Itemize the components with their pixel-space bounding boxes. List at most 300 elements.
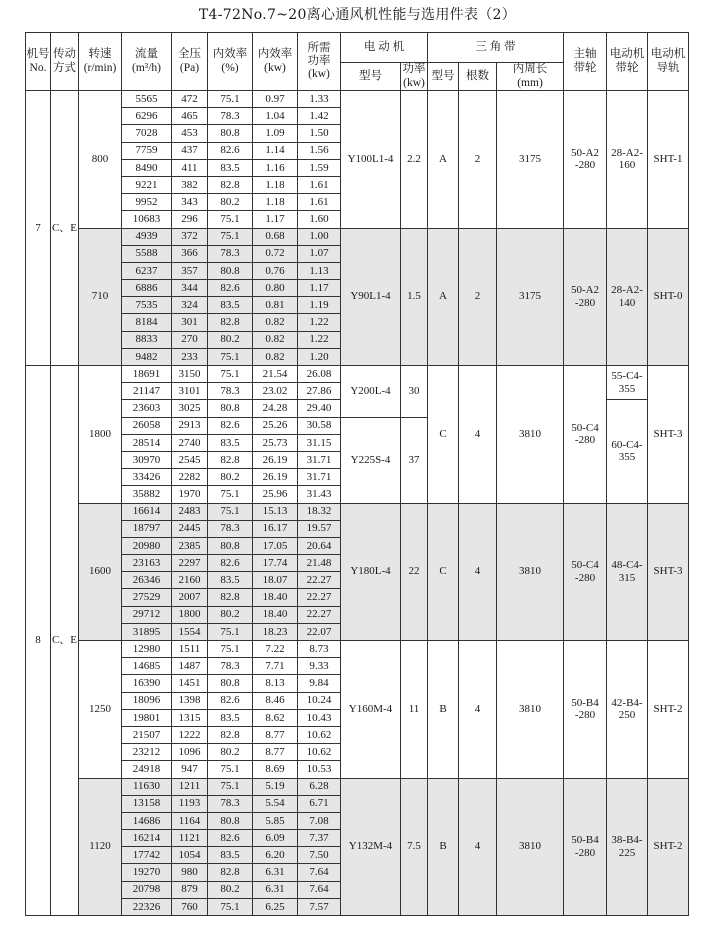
- internal-power-cell: 1.18: [253, 194, 298, 211]
- drive-cell: C、E: [51, 91, 79, 366]
- required-power-cell: 8.73: [298, 641, 341, 658]
- rail-cell: SHT-3: [648, 503, 689, 641]
- required-power-cell: 1.50: [298, 125, 341, 142]
- efficiency-cell: 82.6: [208, 142, 253, 159]
- speed-cell: 1600: [79, 503, 122, 641]
- machine-no-cell: 7: [26, 91, 51, 366]
- required-power-cell: 1.13: [298, 262, 341, 279]
- required-power-cell: 1.19: [298, 297, 341, 314]
- flow-cell: 23212: [122, 744, 172, 761]
- internal-power-cell: 17.74: [253, 555, 298, 572]
- required-power-cell: 1.59: [298, 159, 341, 176]
- table-body: [26, 91, 689, 916]
- belt-type-cell: C: [428, 503, 459, 641]
- required-power-cell: 22.27: [298, 589, 341, 606]
- flow-cell: 31895: [122, 623, 172, 640]
- required-power-cell: 27.86: [298, 383, 341, 400]
- required-power-cell: 7.64: [298, 881, 341, 898]
- required-power-cell: 1.33: [298, 91, 341, 108]
- pressure-cell: 3150: [172, 366, 208, 383]
- internal-power-cell: 0.81: [253, 297, 298, 314]
- efficiency-cell: 75.1: [208, 641, 253, 658]
- header-row-1: [26, 33, 689, 63]
- pressure-cell: 324: [172, 297, 208, 314]
- motor-pulley-cell: 42-B4- 250: [607, 641, 648, 779]
- pressure-cell: 1121: [172, 830, 208, 847]
- internal-power-cell: 6.25: [253, 898, 298, 915]
- efficiency-cell: 75.1: [208, 228, 253, 245]
- flow-cell: 30970: [122, 451, 172, 468]
- header-motor-pulley: 电动机 带轮: [607, 33, 648, 91]
- flow-cell: 7759: [122, 142, 172, 159]
- flow-cell: 17742: [122, 847, 172, 864]
- flow-cell: 9221: [122, 176, 172, 193]
- header-belt-type: 型号: [428, 63, 459, 91]
- internal-power-cell: 1.14: [253, 142, 298, 159]
- efficiency-cell: 83.5: [208, 159, 253, 176]
- internal-power-cell: 8.13: [253, 675, 298, 692]
- required-power-cell: 1.56: [298, 142, 341, 159]
- efficiency-cell: 80.8: [208, 262, 253, 279]
- flow-cell: 18797: [122, 520, 172, 537]
- required-power-cell: 1.60: [298, 211, 341, 228]
- drive-cell: C、E: [51, 366, 79, 916]
- motor-pulley-cell: 38-B4- 225: [607, 778, 648, 916]
- pressure-cell: 437: [172, 142, 208, 159]
- rail-cell: SHT-1: [648, 91, 689, 229]
- motor-pulley-cell: 28-A2- 140: [607, 228, 648, 366]
- pressure-cell: 3101: [172, 383, 208, 400]
- pressure-cell: 1451: [172, 675, 208, 692]
- internal-power-cell: 8.77: [253, 726, 298, 743]
- required-power-cell: 1.22: [298, 314, 341, 331]
- efficiency-cell: 80.2: [208, 331, 253, 348]
- internal-power-cell: 7.22: [253, 641, 298, 658]
- flow-cell: 8490: [122, 159, 172, 176]
- flow-cell: 14685: [122, 658, 172, 675]
- efficiency-cell: 83.5: [208, 709, 253, 726]
- flow-cell: 16614: [122, 503, 172, 520]
- required-power-cell: 26.08: [298, 366, 341, 383]
- flow-cell: 35882: [122, 486, 172, 503]
- flow-cell: 9952: [122, 194, 172, 211]
- efficiency-cell: 80.2: [208, 606, 253, 623]
- pressure-cell: 453: [172, 125, 208, 142]
- required-power-cell: 1.61: [298, 176, 341, 193]
- pressure-cell: 1511: [172, 641, 208, 658]
- page-title: T4-72No.7~20离心通风机性能与选用件表（2）: [198, 7, 517, 23]
- belt-count-cell: 4: [459, 503, 497, 641]
- efficiency-cell: 78.3: [208, 245, 253, 262]
- pressure-cell: 301: [172, 314, 208, 331]
- internal-power-cell: 0.68: [253, 228, 298, 245]
- internal-power-cell: 18.40: [253, 606, 298, 623]
- internal-power-cell: 0.80: [253, 280, 298, 297]
- header-motor-model: 型号: [341, 63, 401, 91]
- flow-cell: 24918: [122, 761, 172, 778]
- required-power-cell: 22.27: [298, 572, 341, 589]
- internal-power-cell: 1.09: [253, 125, 298, 142]
- belt-count-cell: 4: [459, 778, 497, 916]
- internal-power-cell: 0.82: [253, 331, 298, 348]
- belt-type-cell: A: [428, 91, 459, 229]
- pressure-cell: 980: [172, 864, 208, 881]
- main-pulley-cell: 50-C4 -280: [564, 503, 607, 641]
- efficiency-cell: 78.3: [208, 108, 253, 125]
- efficiency-cell: 80.8: [208, 812, 253, 829]
- efficiency-cell: 80.8: [208, 675, 253, 692]
- flow-cell: 16390: [122, 675, 172, 692]
- header-belt-group: 三 角 带: [428, 33, 564, 63]
- motor-model-cell: Y180L-4: [341, 503, 401, 641]
- header-machine-no: 机号 No.: [26, 33, 51, 91]
- pressure-cell: 2445: [172, 520, 208, 537]
- internal-power-cell: 26.19: [253, 451, 298, 468]
- speed-cell: 710: [79, 228, 122, 366]
- pressure-cell: 1164: [172, 812, 208, 829]
- efficiency-cell: 82.8: [208, 176, 253, 193]
- pressure-cell: 233: [172, 348, 208, 365]
- internal-power-cell: 21.54: [253, 366, 298, 383]
- required-power-cell: 18.32: [298, 503, 341, 520]
- efficiency-cell: 82.6: [208, 692, 253, 709]
- flow-cell: 23163: [122, 555, 172, 572]
- flow-cell: 14686: [122, 812, 172, 829]
- flow-cell: 5565: [122, 91, 172, 108]
- rail-cell: SHT-2: [648, 778, 689, 916]
- required-power-cell: 6.71: [298, 795, 341, 812]
- flow-cell: 27529: [122, 589, 172, 606]
- internal-power-cell: 6.09: [253, 830, 298, 847]
- belt-length-cell: 3810: [497, 778, 564, 916]
- required-power-cell: 7.37: [298, 830, 341, 847]
- internal-power-cell: 23.02: [253, 383, 298, 400]
- internal-power-cell: 0.72: [253, 245, 298, 262]
- flow-cell: 10683: [122, 211, 172, 228]
- motor-power-cell: 22: [401, 503, 428, 641]
- required-power-cell: 1.22: [298, 331, 341, 348]
- internal-power-cell: 15.13: [253, 503, 298, 520]
- required-power-cell: 9.84: [298, 675, 341, 692]
- efficiency-cell: 82.8: [208, 589, 253, 606]
- required-power-cell: 7.57: [298, 898, 341, 915]
- speed-cell: 800: [79, 91, 122, 229]
- efficiency-cell: 78.3: [208, 658, 253, 675]
- rail-cell: SHT-3: [648, 366, 689, 504]
- efficiency-cell: 80.2: [208, 469, 253, 486]
- motor-model-cell: Y225S-4: [341, 417, 401, 503]
- required-power-cell: 6.28: [298, 778, 341, 795]
- pressure-cell: 343: [172, 194, 208, 211]
- flow-cell: 28514: [122, 434, 172, 451]
- flow-cell: 5588: [122, 245, 172, 262]
- table-row: [26, 503, 689, 520]
- pressure-cell: 760: [172, 898, 208, 915]
- pressure-cell: 1554: [172, 623, 208, 640]
- pressure-cell: 3025: [172, 400, 208, 417]
- internal-power-cell: 5.19: [253, 778, 298, 795]
- pressure-cell: 382: [172, 176, 208, 193]
- header-motor-group: 电 动 机: [341, 33, 428, 63]
- pressure-cell: 1222: [172, 726, 208, 743]
- pressure-cell: 2913: [172, 417, 208, 434]
- efficiency-cell: 83.5: [208, 572, 253, 589]
- efficiency-cell: 82.6: [208, 555, 253, 572]
- pressure-cell: 411: [172, 159, 208, 176]
- belt-type-cell: A: [428, 228, 459, 366]
- belt-type-cell: C: [428, 366, 459, 504]
- efficiency-cell: 80.8: [208, 400, 253, 417]
- efficiency-cell: 75.1: [208, 366, 253, 383]
- pressure-cell: 1315: [172, 709, 208, 726]
- required-power-cell: 1.00: [298, 228, 341, 245]
- efficiency-cell: 80.2: [208, 881, 253, 898]
- pressure-cell: 357: [172, 262, 208, 279]
- required-power-cell: 10.24: [298, 692, 341, 709]
- internal-power-cell: 8.69: [253, 761, 298, 778]
- flow-cell: 12980: [122, 641, 172, 658]
- speed-cell: 1800: [79, 366, 122, 504]
- required-power-cell: 21.48: [298, 555, 341, 572]
- required-power-cell: 10.62: [298, 744, 341, 761]
- required-power-cell: 7.08: [298, 812, 341, 829]
- flow-cell: 6886: [122, 280, 172, 297]
- efficiency-cell: 82.6: [208, 417, 253, 434]
- efficiency-cell: 80.2: [208, 194, 253, 211]
- required-power-cell: 1.17: [298, 280, 341, 297]
- belt-count-cell: 4: [459, 641, 497, 779]
- required-power-cell: 1.07: [298, 245, 341, 262]
- pressure-cell: 366: [172, 245, 208, 262]
- pressure-cell: 2483: [172, 503, 208, 520]
- motor-pulley-cell: 28-A2- 160: [607, 91, 648, 229]
- belt-count-cell: 2: [459, 91, 497, 229]
- header-speed: 转速 (r/min): [79, 33, 122, 91]
- pressure-cell: 296: [172, 211, 208, 228]
- flow-cell: 33426: [122, 469, 172, 486]
- pressure-cell: 1970: [172, 486, 208, 503]
- internal-power-cell: 7.71: [253, 658, 298, 675]
- flow-cell: 26058: [122, 417, 172, 434]
- main-pulley-cell: 50-C4 -280: [564, 366, 607, 504]
- internal-power-cell: 6.31: [253, 864, 298, 881]
- main-pulley-cell: 50-A2 -280: [564, 91, 607, 229]
- pressure-cell: 2545: [172, 451, 208, 468]
- efficiency-cell: 80.8: [208, 537, 253, 554]
- pressure-cell: 472: [172, 91, 208, 108]
- internal-power-cell: 0.76: [253, 262, 298, 279]
- pressure-cell: 879: [172, 881, 208, 898]
- belt-type-cell: B: [428, 778, 459, 916]
- rail-cell: SHT-2: [648, 641, 689, 779]
- flow-cell: 21147: [122, 383, 172, 400]
- pressure-cell: 2740: [172, 434, 208, 451]
- flow-cell: 19801: [122, 709, 172, 726]
- flow-cell: 19270: [122, 864, 172, 881]
- efficiency-cell: 75.1: [208, 623, 253, 640]
- flow-cell: 23603: [122, 400, 172, 417]
- efficiency-cell: 75.1: [208, 211, 253, 228]
- efficiency-cell: 82.6: [208, 280, 253, 297]
- required-power-cell: 31.15: [298, 434, 341, 451]
- internal-power-cell: 1.16: [253, 159, 298, 176]
- motor-pulley-cell: 55-C4- 355: [607, 366, 648, 400]
- required-power-cell: 31.71: [298, 451, 341, 468]
- flow-cell: 6296: [122, 108, 172, 125]
- header-efficiency: 内效率 (%): [208, 33, 253, 91]
- required-power-cell: 9.33: [298, 658, 341, 675]
- motor-model-cell: Y100L1-4: [341, 91, 401, 229]
- required-power-cell: 31.71: [298, 469, 341, 486]
- flow-cell: 20980: [122, 537, 172, 554]
- required-power-cell: 29.40: [298, 400, 341, 417]
- belt-length-cell: 3810: [497, 641, 564, 779]
- flow-cell: 29712: [122, 606, 172, 623]
- pressure-cell: 372: [172, 228, 208, 245]
- internal-power-cell: 0.82: [253, 348, 298, 365]
- internal-power-cell: 26.19: [253, 469, 298, 486]
- required-power-cell: 1.61: [298, 194, 341, 211]
- efficiency-cell: 75.1: [208, 761, 253, 778]
- internal-power-cell: 25.96: [253, 486, 298, 503]
- internal-power-cell: 8.62: [253, 709, 298, 726]
- pressure-cell: 1054: [172, 847, 208, 864]
- main-pulley-cell: 50-B4 -280: [564, 641, 607, 779]
- required-power-cell: 10.53: [298, 761, 341, 778]
- header-belt-length: 内周长 (mm): [497, 63, 564, 91]
- pressure-cell: 947: [172, 761, 208, 778]
- required-power-cell: 19.57: [298, 520, 341, 537]
- efficiency-cell: 82.8: [208, 314, 253, 331]
- main-pulley-cell: 50-B4 -280: [564, 778, 607, 916]
- efficiency-cell: 83.5: [208, 847, 253, 864]
- efficiency-cell: 75.1: [208, 91, 253, 108]
- internal-power-cell: 5.54: [253, 795, 298, 812]
- belt-type-cell: B: [428, 641, 459, 779]
- pressure-cell: 1193: [172, 795, 208, 812]
- internal-power-cell: 1.18: [253, 176, 298, 193]
- speed-cell: 1250: [79, 641, 122, 779]
- pressure-cell: 1800: [172, 606, 208, 623]
- flow-cell: 4939: [122, 228, 172, 245]
- header-internal-power: 内效率 (kw): [253, 33, 298, 91]
- efficiency-cell: 83.5: [208, 297, 253, 314]
- internal-power-cell: 0.82: [253, 314, 298, 331]
- flow-cell: 7028: [122, 125, 172, 142]
- pressure-cell: 1096: [172, 744, 208, 761]
- motor-model-cell: Y200L-4: [341, 366, 401, 418]
- pressure-cell: 1487: [172, 658, 208, 675]
- speed-cell: 1120: [79, 778, 122, 916]
- internal-power-cell: 6.31: [253, 881, 298, 898]
- efficiency-cell: 82.8: [208, 726, 253, 743]
- efficiency-cell: 78.3: [208, 383, 253, 400]
- header-motor-power: 功率 (kw): [402, 63, 426, 89]
- table-row: [26, 641, 689, 658]
- required-power-cell: 7.64: [298, 864, 341, 881]
- required-power-cell: 7.50: [298, 847, 341, 864]
- header-main-pulley: 主轴 带轮: [564, 33, 607, 91]
- internal-power-cell: 8.77: [253, 744, 298, 761]
- efficiency-cell: 78.3: [208, 795, 253, 812]
- motor-power-cell: 7.5: [401, 778, 428, 916]
- efficiency-cell: 82.6: [208, 830, 253, 847]
- pressure-cell: 465: [172, 108, 208, 125]
- internal-power-cell: 8.46: [253, 692, 298, 709]
- efficiency-cell: 82.8: [208, 864, 253, 881]
- flow-cell: 26346: [122, 572, 172, 589]
- internal-power-cell: 25.26: [253, 417, 298, 434]
- header-required-power: 所需 功率 (kw): [298, 33, 341, 91]
- header-flow: 流量 (m³/h): [122, 33, 172, 91]
- internal-power-cell: 25.73: [253, 434, 298, 451]
- pressure-cell: 2282: [172, 469, 208, 486]
- flow-cell: 18096: [122, 692, 172, 709]
- motor-power-cell: 1.5: [401, 228, 428, 366]
- header-motor-rail: 电动机 导轨: [648, 33, 689, 91]
- pressure-cell: 1211: [172, 778, 208, 795]
- efficiency-cell: 80.2: [208, 744, 253, 761]
- flow-cell: 20798: [122, 881, 172, 898]
- flow-cell: 7535: [122, 297, 172, 314]
- pressure-cell: 2385: [172, 537, 208, 554]
- internal-power-cell: 1.17: [253, 211, 298, 228]
- flow-cell: 8833: [122, 331, 172, 348]
- internal-power-cell: 18.07: [253, 572, 298, 589]
- belt-length-cell: 3810: [497, 366, 564, 504]
- efficiency-cell: 75.1: [208, 486, 253, 503]
- motor-model-cell: Y90L1-4: [341, 228, 401, 366]
- pressure-cell: 1398: [172, 692, 208, 709]
- flow-cell: 8184: [122, 314, 172, 331]
- main-pulley-cell: 50-A2 -280: [564, 228, 607, 366]
- internal-power-cell: 18.40: [253, 589, 298, 606]
- internal-power-cell: 6.20: [253, 847, 298, 864]
- performance-table: [25, 32, 689, 916]
- belt-length-cell: 3810: [497, 503, 564, 641]
- motor-pulley-cell: 48-C4- 315: [607, 503, 648, 641]
- efficiency-cell: 75.1: [208, 898, 253, 915]
- header-drive: 传动 方式: [51, 33, 79, 91]
- belt-length-cell: 3175: [497, 228, 564, 366]
- efficiency-cell: 80.8: [208, 125, 253, 142]
- motor-model-cell: Y160M-4: [341, 641, 401, 779]
- belt-length-cell: 3175: [497, 91, 564, 229]
- required-power-cell: 20.64: [298, 537, 341, 554]
- motor-power-cell: 37: [401, 417, 428, 503]
- required-power-cell: 10.62: [298, 726, 341, 743]
- motor-pulley-cell: 60-C4- 355: [607, 400, 648, 503]
- required-power-cell: 22.27: [298, 606, 341, 623]
- flow-cell: 13158: [122, 795, 172, 812]
- efficiency-cell: 83.5: [208, 434, 253, 451]
- pressure-cell: 2007: [172, 589, 208, 606]
- belt-count-cell: 4: [459, 366, 497, 504]
- table-row: [26, 366, 689, 383]
- rail-cell: SHT-0: [648, 228, 689, 366]
- motor-power-cell: 30: [401, 366, 428, 418]
- internal-power-cell: 16.17: [253, 520, 298, 537]
- internal-power-cell: 17.05: [253, 537, 298, 554]
- efficiency-cell: 75.1: [208, 348, 253, 365]
- internal-power-cell: 5.85: [253, 812, 298, 829]
- efficiency-cell: 78.3: [208, 520, 253, 537]
- motor-power-cell: 2.2: [401, 91, 428, 229]
- efficiency-cell: 82.8: [208, 451, 253, 468]
- flow-cell: 6237: [122, 262, 172, 279]
- header-pressure: 全压 (Pa): [172, 33, 208, 91]
- header-belt-count: 根数: [459, 63, 497, 91]
